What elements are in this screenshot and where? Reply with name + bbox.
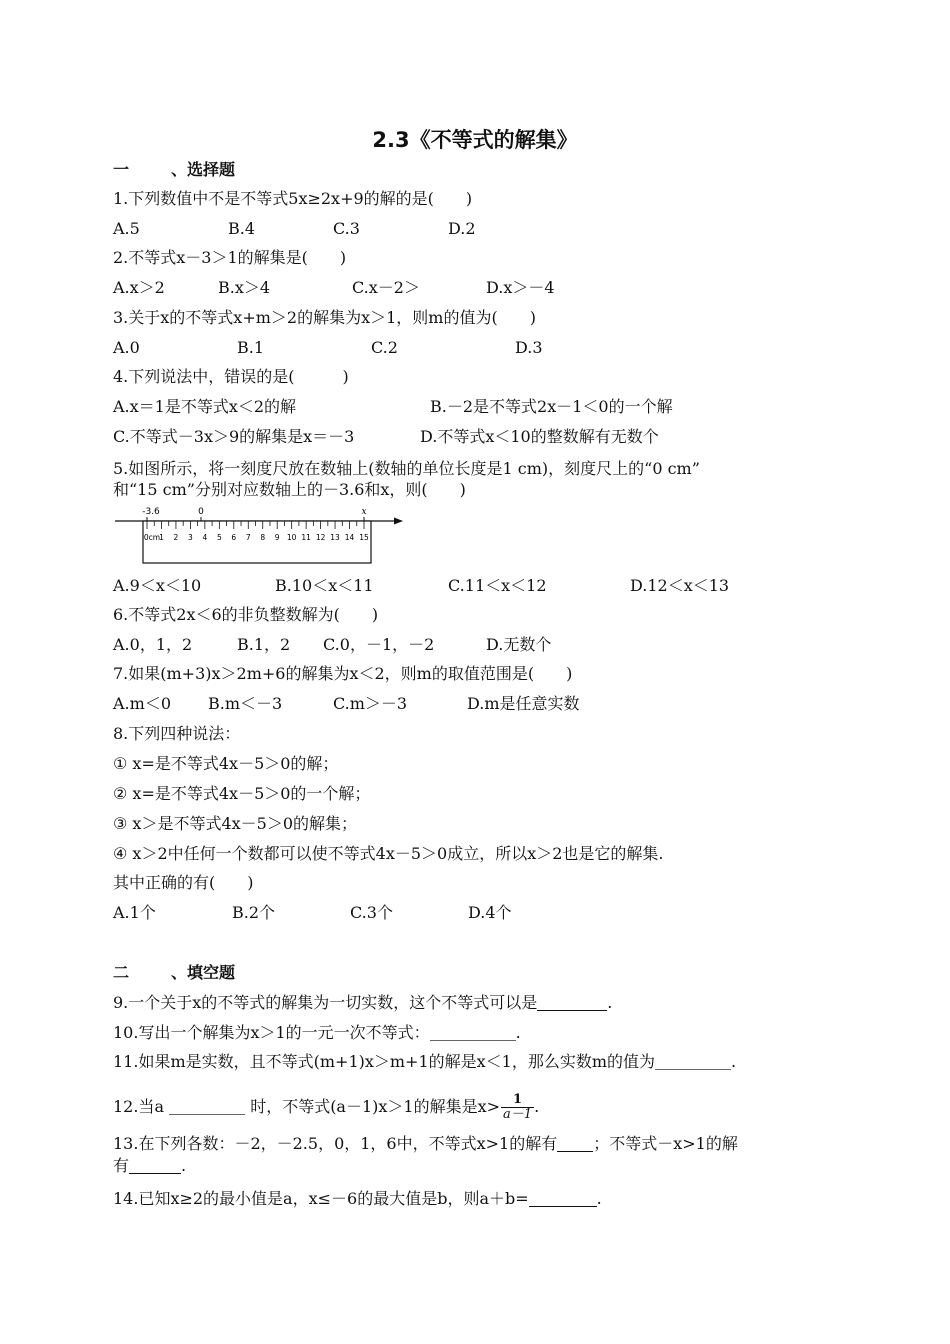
ruler-number-line-figure — [113, 502, 413, 566]
q4-option-d: D.不等式x＜10的整数解有无数个 — [420, 427, 659, 446]
q13-answer-blank-2[interactable] — [129, 1157, 181, 1174]
q2-option-c: C.x－2＞ — [352, 278, 420, 297]
ruler-label: 4 — [202, 533, 208, 542]
q2-option-b: B.x＞4 — [218, 278, 271, 297]
q6-option-c: C.0，－1，－2 — [323, 635, 435, 654]
question-5-stem-line1: 5.如图所示，将一刻度尺放在数轴上(数轴的单位长度是1 cm)，刻度尺上的“0 cm” — [113, 459, 700, 478]
section-label: 、选择题 — [171, 160, 236, 179]
axis-label-neg36: -3.6 — [142, 507, 160, 517]
q13-text-c: 有 — [113, 1156, 130, 1175]
section-heading-choice — [113, 160, 235, 180]
q13-text-b: ；不等式－x>1的解 — [593, 1134, 738, 1153]
q4-option-c: C.不等式－3x＞9的解集是x＝－3 — [113, 427, 355, 446]
q12-mid: 时，不等式(a－1)x＞1的解集是x> — [250, 1097, 501, 1116]
question-5-stem-line2: 和“15 cm”分别对应数轴上的－3.6和x，则( ) — [113, 480, 466, 499]
ruler-label: 1 — [159, 533, 164, 542]
q3-option-a: A.0 — [113, 338, 140, 357]
question-10 — [113, 1023, 521, 1043]
q3-option-c: C.2 — [371, 338, 398, 357]
question-7-stem: 7.如果(m+3)x＞2m+6的解集为x＜2，则m的取值范围是( ) — [113, 664, 573, 683]
q9-answer-blank[interactable] — [537, 994, 607, 1011]
section-heading-fill — [113, 963, 235, 983]
q1-option-b: B.4 — [228, 219, 256, 238]
page-title: 2.3《不等式的解集》 — [372, 128, 578, 152]
q11-period: . — [731, 1052, 737, 1071]
q5-option-c: C.11＜x＜12 — [448, 576, 547, 595]
q8-option-a: A.1个 — [113, 903, 156, 922]
q13-period: . — [181, 1156, 187, 1175]
q8-statement-2: ② x=是不等式4x－5＞0的一个解； — [113, 784, 371, 803]
q3-option-d: D.3 — [515, 338, 543, 357]
q8-ask: 其中正确的有( ) — [113, 873, 254, 892]
q3-option-b: B.1 — [237, 338, 265, 357]
question-6-stem: 6.不等式2x＜6的非负整数解为( ) — [113, 605, 379, 624]
q10-period: . — [515, 1023, 521, 1042]
axis-label-zero: 0 — [198, 507, 204, 517]
q6-option-d: D.无数个 — [486, 635, 552, 654]
question-11 — [113, 1052, 736, 1072]
q14-text: 14.已知x≥2的最小值是a，x≤－6的最大值是b，则a＋b= — [113, 1189, 529, 1208]
q1-option-d: D.2 — [448, 219, 476, 238]
question-8-stem: 8.下列四种说法： — [113, 724, 241, 743]
ruler-label: 8 — [260, 533, 266, 542]
q1-option-c: C.3 — [333, 219, 360, 238]
q5-option-d: D.12＜x＜13 — [630, 576, 730, 595]
ruler-label: 15 — [359, 533, 369, 542]
q10-text: 10.写出一个解集为x＞1的一元一次不等式： — [113, 1023, 430, 1042]
ruler-label: 6 — [231, 533, 237, 542]
ruler-label: 3 — [188, 533, 193, 542]
q13-text-a: 13.在下列各数：－2，－2.5，0，1，6中，不等式x>1的解有 — [113, 1134, 558, 1153]
q12-answer-blank[interactable] — [169, 1098, 245, 1115]
question-4-stem: 4.下列说法中，错误的是( ) — [113, 367, 349, 386]
q6-option-b: B.1，2 — [237, 635, 291, 654]
q11-answer-blank[interactable] — [655, 1053, 731, 1070]
q2-option-a: A.x＞2 — [113, 278, 165, 297]
q14-period: . — [596, 1189, 602, 1208]
question-13-line2 — [113, 1156, 186, 1176]
q12-period: . — [534, 1097, 540, 1116]
q5-option-b: B.10＜x＜11 — [275, 576, 374, 595]
axis-label-x: x — [361, 507, 367, 517]
question-13-line1 — [113, 1134, 738, 1154]
q1-option-a: A.5 — [113, 219, 140, 238]
question-14 — [113, 1189, 602, 1209]
q4-option-a: A.x＝1是不等式x＜2的解 — [113, 397, 297, 416]
q8-statement-1: ① x=是不等式4x－5＞0的解； — [113, 754, 339, 773]
q11-text: 11.如果m是实数，且不等式(m+1)x＞m+1的解是x＜1，那么实数m的值为 — [113, 1052, 656, 1071]
q7-option-c: C.m＞－3 — [333, 694, 408, 713]
q12-fraction — [501, 1093, 534, 1122]
q7-option-b: B.m＜－3 — [208, 694, 283, 713]
q8-statement-3: ③ x＞是不等式4x－5＞0的解集； — [113, 814, 358, 833]
ruler-label: 7 — [245, 533, 251, 542]
ruler-label: 5 — [216, 533, 222, 542]
ruler-label: 2 — [173, 533, 179, 542]
q14-answer-blank[interactable] — [529, 1190, 597, 1207]
section-number: 二 — [113, 963, 130, 982]
q13-answer-blank-1[interactable] — [557, 1135, 593, 1152]
q5-option-a: A.9＜x＜10 — [113, 576, 202, 595]
q12-pre: 12.当a — [113, 1097, 164, 1116]
question-2-stem: 2.不等式x－3＞1的解集是( ) — [113, 248, 347, 267]
q8-option-d: D.4个 — [468, 903, 512, 922]
fraction-numerator: 1 — [501, 1093, 534, 1108]
question-3-stem: 3.关于x的不等式x+m＞2的解集为x＞1，则m的值为( ) — [113, 308, 536, 327]
question-1-stem: 1.下列数值中不是不等式5x≥2x+9的解的是( ) — [113, 189, 473, 208]
fraction-denominator: a－1 — [503, 1107, 533, 1122]
question-12 — [113, 1093, 539, 1122]
ruler-label: 10 — [286, 533, 297, 542]
q6-option-a: A.0，1，2 — [113, 635, 193, 654]
q7-option-d: D.m是任意实数 — [467, 694, 580, 713]
q8-option-c: C.3个 — [350, 903, 393, 922]
q8-statement-4: ④ x＞2中任何一个数都可以使不等式4x－5＞0成立，所以x＞2也是它的解集. — [113, 844, 664, 863]
question-9 — [113, 993, 612, 1013]
ruler-label: 12 — [315, 533, 326, 542]
q4-option-b: B.－2是不等式2x－1＜0的一个解 — [430, 397, 673, 416]
q8-option-b: B.2个 — [232, 903, 276, 922]
ruler-label: 9 — [274, 533, 280, 542]
ruler-label: 13 — [330, 533, 340, 542]
q9-text: 9.一个关于x的不等式的解集为一切实数，这个不等式可以是 — [113, 993, 538, 1012]
q10-answer-blank[interactable] — [430, 1024, 516, 1041]
ruler-label: 0cm — [143, 533, 161, 542]
q7-option-a: A.m＜0 — [113, 694, 171, 713]
ruler-label: 14 — [344, 533, 355, 542]
q2-option-d: D.x＞－4 — [486, 278, 555, 297]
section-label: 、填空题 — [171, 963, 236, 982]
section-number: 一 — [113, 160, 130, 179]
ruler-label: 11 — [301, 533, 311, 542]
ruler-body — [143, 521, 371, 563]
q9-period: . — [607, 993, 613, 1012]
